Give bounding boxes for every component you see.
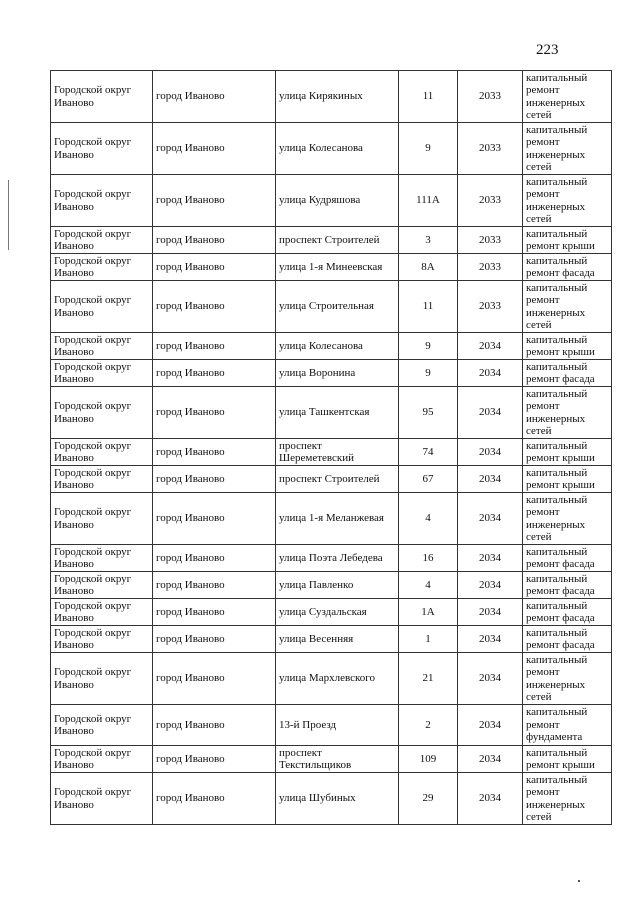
city-cell: город Иваново — [153, 746, 276, 773]
year-cell: 2033 — [458, 254, 523, 281]
street-cell: улица Кудряшова — [276, 175, 399, 227]
house-number-cell: 16 — [399, 545, 458, 572]
year-cell: 2033 — [458, 281, 523, 333]
work-type-cell: капитальный ремонт крыши — [523, 466, 612, 493]
table-row — [51, 572, 612, 599]
house-number-cell: 11 — [399, 71, 458, 123]
work-type-cell: капитальный ремонт инженерных сетей — [523, 773, 612, 825]
street-cell: улица Весенняя — [276, 626, 399, 653]
city-cell: город Иваново — [153, 227, 276, 254]
city-cell: город Иваново — [153, 123, 276, 175]
street-cell: улица Кирякиных — [276, 71, 399, 123]
street-cell: улица Павленко — [276, 572, 399, 599]
district-cell: Городской округ Иваново — [51, 653, 153, 705]
city-cell: город Иваново — [153, 254, 276, 281]
year-cell: 2034 — [458, 466, 523, 493]
work-type-cell: капитальный ремонт фасада — [523, 254, 612, 281]
house-number-cell: 9 — [399, 333, 458, 360]
work-type-cell: капитальный ремонт крыши — [523, 333, 612, 360]
district-cell: Городской округ Иваново — [51, 705, 153, 746]
city-cell: город Иваново — [153, 773, 276, 825]
table-row — [51, 227, 612, 254]
work-type-cell: капитальный ремонт фасада — [523, 572, 612, 599]
year-cell: 2034 — [458, 360, 523, 387]
house-number-cell: 9 — [399, 123, 458, 175]
year-cell: 2034 — [458, 705, 523, 746]
table-row — [51, 254, 612, 281]
city-cell: город Иваново — [153, 493, 276, 545]
page-number: 223 — [536, 42, 559, 58]
house-number-cell: 74 — [399, 439, 458, 466]
city-cell: город Иваново — [153, 387, 276, 439]
work-type-cell: капитальный ремонт инженерных сетей — [523, 493, 612, 545]
year-cell: 2034 — [458, 626, 523, 653]
year-cell: 2033 — [458, 175, 523, 227]
street-cell: проспект Строителей — [276, 466, 399, 493]
district-cell: Городской округ Иваново — [51, 333, 153, 360]
table-row — [51, 281, 612, 333]
work-type-cell: капитальный ремонт фасада — [523, 599, 612, 626]
table-row — [51, 71, 612, 123]
district-cell: Городской округ Иваново — [51, 773, 153, 825]
table-row — [51, 466, 612, 493]
year-cell: 2033 — [458, 123, 523, 175]
year-cell: 2034 — [458, 599, 523, 626]
year-cell: 2034 — [458, 439, 523, 466]
house-number-cell: 11 — [399, 281, 458, 333]
year-cell: 2034 — [458, 653, 523, 705]
repair-schedule-table — [50, 70, 612, 825]
work-type-cell: капитальный ремонт инженерных сетей — [523, 71, 612, 123]
city-cell: город Иваново — [153, 545, 276, 572]
house-number-cell: 2 — [399, 705, 458, 746]
street-cell: улица Колесанова — [276, 333, 399, 360]
city-cell: город Иваново — [153, 175, 276, 227]
city-cell: город Иваново — [153, 281, 276, 333]
city-cell: город Иваново — [153, 439, 276, 466]
work-type-cell: капитальный ремонт инженерных сетей — [523, 123, 612, 175]
table-row — [51, 123, 612, 175]
street-cell: улица Поэта Лебедева — [276, 545, 399, 572]
street-cell: улица 1-я Минеевская — [276, 254, 399, 281]
district-cell: Городской округ Иваново — [51, 123, 153, 175]
work-type-cell: капитальный ремонт фасада — [523, 545, 612, 572]
house-number-cell: 95 — [399, 387, 458, 439]
district-cell: Городской округ Иваново — [51, 545, 153, 572]
year-cell: 2034 — [458, 333, 523, 360]
house-number-cell: 67 — [399, 466, 458, 493]
city-cell: город Иваново — [153, 572, 276, 599]
district-cell: Городской округ Иваново — [51, 439, 153, 466]
house-number-cell: 8А — [399, 254, 458, 281]
street-cell: улица Суздальская — [276, 599, 399, 626]
street-cell: улица Мархлевского — [276, 653, 399, 705]
street-cell: улица 1-я Меланжевая — [276, 493, 399, 545]
district-cell: Городской округ Иваново — [51, 387, 153, 439]
city-cell: город Иваново — [153, 653, 276, 705]
house-number-cell: 3 — [399, 227, 458, 254]
district-cell: Городской округ Иваново — [51, 466, 153, 493]
house-number-cell: 4 — [399, 572, 458, 599]
city-cell: город Иваново — [153, 599, 276, 626]
city-cell: город Иваново — [153, 626, 276, 653]
work-type-cell: капитальный ремонт инженерных сетей — [523, 387, 612, 439]
city-cell: город Иваново — [153, 360, 276, 387]
street-cell: проспект Шереметевский — [276, 439, 399, 466]
table-row — [51, 626, 612, 653]
scan-margin-mark — [8, 180, 9, 250]
year-cell: 2034 — [458, 493, 523, 545]
house-number-cell: 111А — [399, 175, 458, 227]
district-cell: Городской округ Иваново — [51, 360, 153, 387]
district-cell: Городской округ Иваново — [51, 254, 153, 281]
table-row — [51, 599, 612, 626]
scan-speck — [578, 880, 580, 882]
street-cell: улица Строительная — [276, 281, 399, 333]
year-cell: 2033 — [458, 71, 523, 123]
city-cell: город Иваново — [153, 466, 276, 493]
district-cell: Городской округ Иваново — [51, 227, 153, 254]
table-row — [51, 439, 612, 466]
work-type-cell: капитальный ремонт крыши — [523, 746, 612, 773]
year-cell: 2033 — [458, 227, 523, 254]
table-row — [51, 545, 612, 572]
street-cell: улица Ташкентская — [276, 387, 399, 439]
street-cell: улица Воронина — [276, 360, 399, 387]
district-cell: Городской округ Иваново — [51, 493, 153, 545]
district-cell: Городской округ Иваново — [51, 626, 153, 653]
house-number-cell: 29 — [399, 773, 458, 825]
district-cell: Городской округ Иваново — [51, 281, 153, 333]
work-type-cell: капитальный ремонт крыши — [523, 227, 612, 254]
table-row — [51, 333, 612, 360]
house-number-cell: 4 — [399, 493, 458, 545]
street-cell: проспект Строителей — [276, 227, 399, 254]
year-cell: 2034 — [458, 545, 523, 572]
work-type-cell: капитальный ремонт фасада — [523, 626, 612, 653]
work-type-cell: капитальный ремонт крыши — [523, 439, 612, 466]
house-number-cell: 1А — [399, 599, 458, 626]
table-row — [51, 653, 612, 705]
street-cell: 13-й Проезд — [276, 705, 399, 746]
year-cell: 2034 — [458, 572, 523, 599]
district-cell: Городской округ Иваново — [51, 71, 153, 123]
street-cell: проспект Текстильщиков — [276, 746, 399, 773]
house-number-cell: 21 — [399, 653, 458, 705]
work-type-cell: капитальный ремонт инженерных сетей — [523, 653, 612, 705]
work-type-cell: капитальный ремонт инженерных сетей — [523, 281, 612, 333]
table-row — [51, 705, 612, 746]
table-row — [51, 360, 612, 387]
district-cell: Городской округ Иваново — [51, 572, 153, 599]
work-type-cell: капитальный ремонт фасада — [523, 360, 612, 387]
table-row — [51, 493, 612, 545]
city-cell: город Иваново — [153, 71, 276, 123]
table-row — [51, 175, 612, 227]
district-cell: Городской округ Иваново — [51, 746, 153, 773]
house-number-cell: 1 — [399, 626, 458, 653]
table-row — [51, 387, 612, 439]
district-cell: Городской округ Иваново — [51, 175, 153, 227]
city-cell: город Иваново — [153, 333, 276, 360]
table-row — [51, 746, 612, 773]
district-cell: Городской округ Иваново — [51, 599, 153, 626]
street-cell: улица Колесанова — [276, 123, 399, 175]
street-cell: улица Шубиных — [276, 773, 399, 825]
city-cell: город Иваново — [153, 705, 276, 746]
table-row — [51, 773, 612, 825]
work-type-cell: капитальный ремонт инженерных сетей — [523, 175, 612, 227]
house-number-cell: 9 — [399, 360, 458, 387]
year-cell: 2034 — [458, 746, 523, 773]
work-type-cell: капитальный ремонт фундамента — [523, 705, 612, 746]
house-number-cell: 109 — [399, 746, 458, 773]
year-cell: 2034 — [458, 387, 523, 439]
year-cell: 2034 — [458, 773, 523, 825]
